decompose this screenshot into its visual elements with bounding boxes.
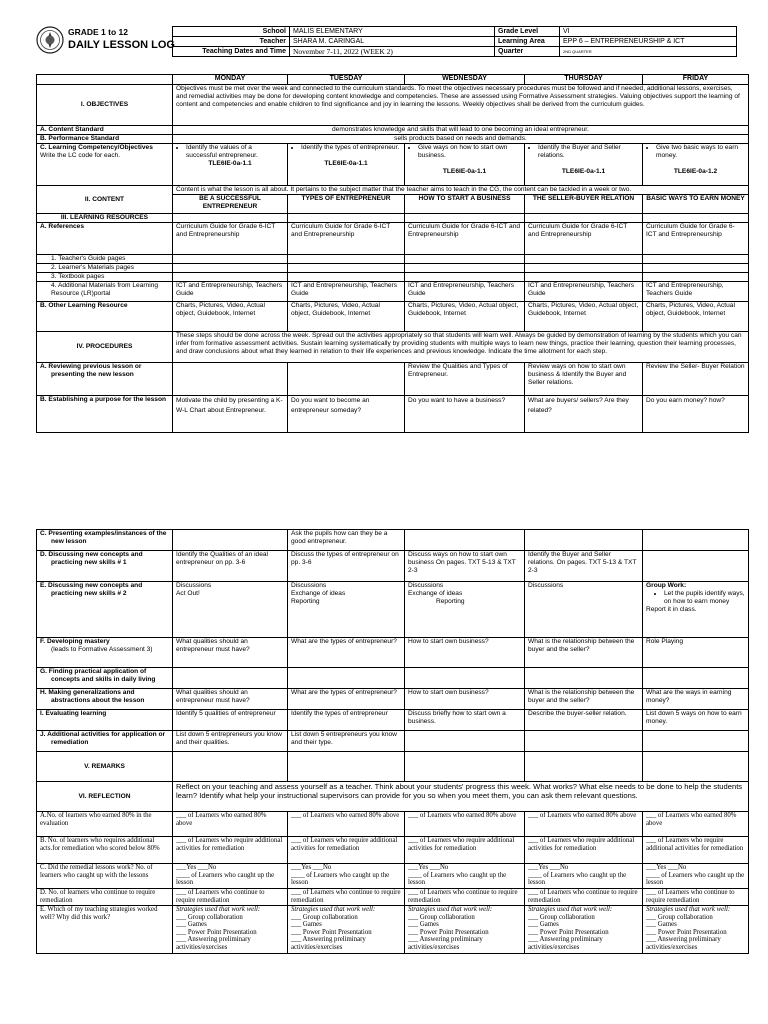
strategy-option: ___ Answering preliminary activities/exercises <box>291 936 366 951</box>
proc-a-cell: Review the Qualities and Types of Entrepreneur. <box>405 363 525 396</box>
competency-cell <box>405 144 525 186</box>
performance-standard-label: B. Performance Standard <box>37 135 173 144</box>
strategies-cell <box>405 906 525 954</box>
info-table <box>172 26 737 57</box>
proc-e-cell <box>525 582 643 638</box>
proc-a-cell: Review ways on how to start own business & Identify the Buyer and Seller relations. <box>525 363 643 396</box>
proc-h-cell: What are the types of entrepreneur? <box>288 689 405 710</box>
reflection-cell <box>643 864 749 889</box>
resources-label: III. LEARNING RESOURCES <box>37 214 173 223</box>
strategy-option: ___ Group collaboration <box>408 913 475 921</box>
content-note: Content is what the lesson is all about. It pertains to the subject matter that the teacher aims to teach in the CG, the content can be tackled in a week or two. <box>173 186 749 195</box>
day-header: FRIDAY <box>643 75 749 85</box>
proc-e-cell <box>173 582 288 638</box>
caught-up-line: ____ of Learners who caught up the lesson <box>408 871 507 886</box>
strategies-head: Strategies used that work well: <box>646 906 731 913</box>
objectives-label: I. OBJECTIVES <box>37 85 173 126</box>
proc-f-cell: What are the types of entrepreneur? <box>288 638 405 668</box>
strategies-cell <box>643 906 749 954</box>
strategy-option: ___ Power Point Presentation <box>408 928 489 936</box>
proc-i-cell: Discuss briefly how to start own a business. <box>405 710 525 731</box>
content-standard-text: demonstrates knowledge and skills that will lead to one becoming an ideal entrepreneur. <box>173 126 749 135</box>
competency-cell <box>173 144 288 186</box>
reflection-label: VI. REFLECTION <box>37 782 173 812</box>
strategy-option: ___ Group collaboration <box>291 913 358 921</box>
content-topic: THE SELLER-BUYER RELATION <box>525 195 643 214</box>
reflection-cell <box>405 864 525 889</box>
proc-i-cell: Describe the buyer-seller relation. <box>525 710 643 731</box>
competency-item: • Give two basic ways to earn money. <box>656 144 745 160</box>
teachers-guide-label: 1. Teacher's Guide pages <box>37 255 173 264</box>
proc-e-line: Exchange of ideas <box>408 590 463 597</box>
reflection-cell <box>525 864 643 889</box>
proc-b-cell: Do you want to become an entrepreneur someday? <box>288 396 405 433</box>
proc-i-cell: Identify 5 qualities of entrepreneur <box>173 710 288 731</box>
learning-area-label: Learning Area <box>495 37 560 47</box>
proc-f-label: F. Developing mastery <box>40 638 110 645</box>
reflection-cell: ___ of Learners who require additional activities for remediation <box>525 837 643 864</box>
lc-code: TLE6IE-0a-1.1 <box>442 168 487 175</box>
proc-e-line: Reporting <box>291 598 320 605</box>
content-topic: HOW TO START A BUSINESS <box>405 195 525 214</box>
quarter-value: 2ND QUARTER <box>560 47 737 57</box>
reflection-cell <box>173 864 288 889</box>
additional-materials-cell: ICT and Entrepreneurship, Teachers Guide <box>405 282 525 302</box>
reflection-cell: ___ of Learners who continue to require remediation <box>405 889 525 906</box>
curriculum-guide-cell: Curriculum Guide for Grade 6-ICT and Entrepreneurship <box>525 223 643 255</box>
other-resource-cell: Charts, Pictures, Video, Actual object, Guidebook, Internet <box>288 302 405 332</box>
additional-materials-cell: ICT and Entrepreneurship, Teachers Guide <box>525 282 643 302</box>
proc-c-label: C. Presenting examples/instances of the new lesson <box>37 530 173 551</box>
proc-e-line: Reporting <box>436 598 465 605</box>
strategy-option: ___ Games <box>528 921 559 928</box>
reflection-cell: ___ of Learners who earned 80% above <box>405 812 525 837</box>
reflection-row-e-label: E. Which of my teaching strategies worked well? Why did this work? <box>37 906 173 954</box>
proc-c-cell <box>173 530 288 551</box>
school-label: School <box>173 27 290 37</box>
teacher-label: Teacher <box>173 37 290 47</box>
reflection-row-c-label: C. Did the remedial lessons work? No. of learners who caught up with the lessons <box>37 864 173 889</box>
strategies-cell <box>288 906 405 954</box>
curriculum-guide-cell: Curriculum Guide for Grade 6-ICT and Entrepreneurship <box>288 223 405 255</box>
content-topic: BE A SUCCESSFUL ENTREPRENEUR <box>173 195 288 214</box>
strategy-option: ___ Games <box>408 921 439 928</box>
reflection-cell: ___ of Learners who earned 80% above <box>525 812 643 837</box>
proc-b-cell: Do you earn money? how? <box>643 396 749 433</box>
performance-standard-text: sells products based on needs and demands. <box>173 135 749 144</box>
proc-c-cell <box>405 530 525 551</box>
lesson-log-header <box>36 26 748 64</box>
lesson-grid-page2 <box>36 529 749 954</box>
procedures-note: These steps should be done across the week. Spread out the activities appropriately so that students will learn well. Always be guided by demonstration of learning by the students which you can infer from formative assessment activities. Sustain learning systematically by providing students with multiple ways to learn new things, practice their learning, question their learning processes, and draw conclusions about what they learned in relation to their life experiences and previous knowledge. Indicate the time allotment for each step. <box>173 332 749 363</box>
lc-code: TLE6IE-0a-1.1 <box>324 160 368 167</box>
strategy-option: ___ Power Point Presentation <box>528 928 609 936</box>
deped-seal-icon <box>36 26 64 54</box>
strategy-option: ___ Answering preliminary activities/exercises <box>408 936 483 951</box>
reflection-cell: ___ of Learners who earned 80% above <box>643 812 749 837</box>
reflection-cell: ___ of Learners who require additional activities for remediation <box>173 837 288 864</box>
competency-item: • Give ways on how to start own business. <box>418 144 521 160</box>
other-resource-cell: Charts, Pictures, Video, Actual object, Guidebook, Internet <box>643 302 749 332</box>
strategy-option: ___ Games <box>291 921 322 928</box>
day-header: WEDNESDAY <box>405 75 525 85</box>
additional-materials-label: 4. Additional Materials from Learning Resource (LR)portal <box>37 282 173 302</box>
teacher-value: SHARA M. CARINGAL <box>290 37 495 47</box>
reflection-cell: ___ of Learners who continue to require remediation <box>173 889 288 906</box>
strategies-head: Strategies used that work well: <box>176 906 261 913</box>
proc-b-cell: Do you want to have a business? <box>405 396 525 433</box>
yes-no-line: ___Yes ___No <box>291 864 332 871</box>
procedures-label: IV. PROCEDURES <box>37 332 173 363</box>
caught-up-line: ____ of Learners who caught up the lesson <box>646 871 745 886</box>
strategy-option: ___ Games <box>176 921 207 928</box>
competency-sublabel: Write the LC code for each. <box>40 152 121 159</box>
textbook-label: 3. Textbook pages <box>37 273 173 282</box>
competency-cell <box>288 144 405 186</box>
proc-c-cell <box>643 530 749 551</box>
grade-range: GRADE 1 to 12 <box>68 27 128 37</box>
proc-j-cell: List down 5 entrepreneurs you know and their qualities. <box>173 731 288 752</box>
strategy-option: ___ Answering preliminary activities/exercises <box>176 936 251 951</box>
reflection-cell: ___ of Learners who require additional activities for remediation <box>405 837 525 864</box>
proc-e-cell <box>288 582 405 638</box>
strategy-option: ___ Power Point Presentation <box>176 928 257 936</box>
strategies-cell <box>525 906 643 954</box>
proc-e-line: Report it in class. <box>646 606 697 613</box>
grade-level-label: Grade Level <box>495 27 560 37</box>
other-resource-cell: Charts, Pictures, Video, Actual object, Guidebook, Internet <box>405 302 525 332</box>
reflection-text: Reflect on your teaching and assess yourself as a teacher. Think about your students' progress this week. What works? What else needs to be done to help the students learn? Identify what help your instructional supervisors can provide for you so when you meet them, you can ask them relevant questions. <box>173 782 749 812</box>
proc-h-cell: What are the ways in earning money? <box>643 689 749 710</box>
additional-materials-cell: ICT and Entrepreneurship, Teachers Guide <box>288 282 405 302</box>
proc-c-cell: Ask the pupils how can they be a good entrepreneur. <box>288 530 405 551</box>
proc-h-cell: How to start own business? <box>405 689 525 710</box>
proc-d-cell: Discuss ways on how to start own business On pages. TXT 5-13 & TXT 2-3 <box>405 551 525 582</box>
day-header: MONDAY <box>173 75 288 85</box>
proc-f-sub: (leads to Formative Assessment 3) <box>51 646 153 653</box>
proc-c-cell <box>525 530 643 551</box>
grade-level-value: VI <box>560 27 737 37</box>
strategies-head: Strategies used that work well: <box>291 906 376 913</box>
reflection-row-a-label: A.No. of learners who earned 80% in the evaluation <box>37 812 173 837</box>
lc-code: TLE6IE-0a-1.1 <box>561 168 606 175</box>
competency-item: • Identify the types of entrepreneur. <box>301 144 401 152</box>
proc-i-cell: Identify the types of entrepreneur <box>288 710 405 731</box>
content-topic: BASIC WAYS TO EARN MONEY <box>643 195 749 214</box>
proc-b-cell: What are buyers/ sellers? Are they related? <box>525 396 643 433</box>
proc-i-cell: List down 5 ways on how to earn money. <box>643 710 749 731</box>
dates-label: Teaching Dates and Time <box>173 47 290 57</box>
content-topic: TYPES OF ENTREPRENEUR <box>288 195 405 214</box>
other-resource-cell: Charts, Pictures, Video, Actual object, Guidebook, Internet <box>525 302 643 332</box>
reflection-cell: ___ of Learners who earned 80% above <box>288 812 405 837</box>
reflection-cell: ___ of Learners who require additional activities for remediation <box>288 837 405 864</box>
learners-materials-label: 2. Learner's Materials pages <box>37 264 173 273</box>
competency-cell <box>525 144 643 186</box>
proc-d-cell <box>643 551 749 582</box>
strategy-option: ___ Group collaboration <box>176 913 243 921</box>
day-header: TUESDAY <box>288 75 405 85</box>
proc-j-label: J. Additional activities for application or remediation <box>37 731 173 752</box>
caught-up-line: ____ of Learners who caught up the lesson <box>528 871 627 886</box>
remarks-label: V. REMARKS <box>37 752 173 782</box>
reflection-cell: ___ of Learners who continue to require remediation <box>643 889 749 906</box>
proc-e-cell <box>643 582 749 638</box>
page-one <box>36 74 748 433</box>
reflection-cell: ___ of Learners who continue to require remediation <box>288 889 405 906</box>
quarter-label: Quarter <box>495 47 560 57</box>
proc-e-cell <box>405 582 525 638</box>
competency-label: C. Learning Competency/Objectives <box>40 144 153 151</box>
proc-f-cell: What qualities should an entrepreneur must have? <box>173 638 288 668</box>
proc-e-line: Discussions <box>176 582 212 589</box>
doc-title: DAILY LESSON LOG <box>68 39 175 51</box>
proc-d-cell: Identify the Buyer and Seller relations. On pages. TXT 5-13 & TXT 2-3 <box>525 551 643 582</box>
proc-j-cell <box>643 731 749 752</box>
proc-f-cell: What is the relationship between the buyer and the seller? <box>525 638 643 668</box>
strategy-option: ___ Group collaboration <box>646 913 713 921</box>
proc-h-cell: What qualities should an entrepreneur must have? <box>173 689 288 710</box>
proc-e-line: Discussions <box>528 582 564 589</box>
strategies-cell <box>173 906 288 954</box>
proc-e-line: • Let the pupils identify ways, on how to earn money <box>664 590 745 606</box>
additional-materials-cell: ICT and Entrepreneurship, Teachers Guide <box>173 282 288 302</box>
yes-no-line: ___Yes ___No <box>408 864 449 871</box>
additional-materials-cell: ICT and Entrepreneurship, Teachers Guide <box>643 282 749 302</box>
curriculum-guide-cell: Curriculum Guide for Grade 6-ICT and Entrepreneurship <box>173 223 288 255</box>
competency-item: • Identify the Buyer and Seller relations. <box>538 144 639 160</box>
lc-code: TLE6IE-0a-1.1 <box>208 160 252 167</box>
strategy-option: ___ Games <box>646 921 677 928</box>
reflection-cell: ___ of Learners who require additional activities for remediation <box>643 837 749 864</box>
proc-h-cell: What is the relationship between the buyer and the seller? <box>525 689 643 710</box>
proc-j-cell <box>405 731 525 752</box>
proc-e-line: Exchange of ideas <box>291 590 346 597</box>
proc-a-cell <box>288 363 405 396</box>
curriculum-guide-cell: Curriculum Guide for Grade 6-ICT and Entrepreneurship <box>643 223 749 255</box>
lc-code: TLE6IE-0a-1.2 <box>673 168 718 175</box>
strategies-head: Strategies used that work well: <box>408 906 493 913</box>
reflection-row-d-label: D. No. of learners who continue to require remediation <box>37 889 173 906</box>
caught-up-line: ____ of Learners who caught up the lesson <box>291 871 390 886</box>
references-label: A. References <box>37 223 173 255</box>
reflection-cell: ___ of Learners who continue to require remediation <box>525 889 643 906</box>
page-two <box>36 529 748 954</box>
strategy-option: ___ Power Point Presentation <box>646 928 727 936</box>
proc-e-line: Discussions <box>291 582 327 589</box>
proc-e-label: E. Discussing new concepts and practicing new skills # 2 <box>37 582 173 638</box>
proc-f-cell: Role Playing <box>643 638 749 668</box>
yes-no-line: ___Yes ___No <box>176 864 217 871</box>
reflection-row-b-label: B. No. of learners who requires additional acts.for remediation who scored below 80% <box>37 837 173 864</box>
proc-g-label: G. Finding practical application of concepts and skills in daily living <box>37 668 173 689</box>
strategy-option: ___ Power Point Presentation <box>291 928 372 936</box>
proc-f-cell: How to start own business? <box>405 638 525 668</box>
competency-item: • Identify the values of a successful entrepreneur. <box>186 144 284 160</box>
school-value: MALIS ELEMENTARY <box>290 27 495 37</box>
proc-e-line: Discussions <box>408 582 444 589</box>
content-label: II. CONTENT <box>37 186 173 214</box>
competency-cell <box>643 144 749 186</box>
proc-a-cell <box>173 363 288 396</box>
yes-no-line: ___Yes ___No <box>528 864 569 871</box>
strategy-option: ___ Answering preliminary activities/exercises <box>646 936 721 951</box>
caught-up-line: ____ of Learners who caught up the lesson <box>176 871 275 886</box>
strategy-option: ___ Group collaboration <box>528 913 595 921</box>
proc-e-line: Act Out! <box>176 590 200 597</box>
curriculum-guide-cell: Curriculum Guide for Grade 6-ICT and Entrepreneurship <box>405 223 525 255</box>
proc-j-cell <box>525 731 643 752</box>
proc-j-cell: List down 5 entrepreneurs you know and their type. <box>288 731 405 752</box>
proc-a-label: A. Reviewing previous lesson or presenting the new lesson <box>37 363 173 396</box>
yes-no-line: ___Yes ___No <box>646 864 687 871</box>
objectives-text: Objectives must be met over the week and connected to the curriculum standards. To meet the objectives necessary procedures must be followed and if needed, additional lessons, exercises, and remedial activities may be done for developing content knowledge and competencies. These are assessed using Formative Assessment strategies. Valuing objectives support the learning of content and competencies and enable children to find significance and joy in learning the lessons. Weekly objectives shall be derived from the curriculum guides. <box>173 85 749 126</box>
proc-d-cell: Discuss the types of entrepreneur on pp. 3-6 <box>288 551 405 582</box>
strategies-head: Strategies used that work well: <box>528 906 613 913</box>
proc-h-label: H. Making generalizations and abstractions about the lesson <box>37 689 173 710</box>
proc-b-cell: Motivate the child by presenting a K-W-L Chart about Entrepreneur. <box>173 396 288 433</box>
proc-d-cell: Identify the Qualities of an ideal entrepreneur on pp. 3-6 <box>173 551 288 582</box>
lesson-grid-page1 <box>36 74 749 433</box>
proc-d-label: D. Discussing new concepts and practicing new skills # 1 <box>37 551 173 582</box>
proc-i-label: I. Evaluating learning <box>37 710 173 731</box>
proc-e-line: Group Work: <box>646 582 687 589</box>
other-resource-label: B. Other Learning Resource <box>37 302 173 332</box>
strategy-option: ___ Answering preliminary activities/exercises <box>528 936 603 951</box>
day-header: THURSDAY <box>525 75 643 85</box>
other-resource-cell: Charts, Pictures, Video, Actual object, Guidebook, Internet <box>173 302 288 332</box>
learning-area-value: EPP 6 – ENTREPRENEURSHIP & ICT <box>560 37 737 47</box>
dates-value: November 7-11, 2022 (WEEK 2) <box>290 47 495 57</box>
content-standard-label: A. Content Standard <box>37 126 173 135</box>
proc-a-cell: Review the Seller- Buyer Relation <box>643 363 749 396</box>
reflection-cell <box>288 864 405 889</box>
proc-b-label: B. Establishing a purpose for the lesson <box>37 396 173 433</box>
reflection-cell: ___ of Learners who earned 80% above <box>173 812 288 837</box>
